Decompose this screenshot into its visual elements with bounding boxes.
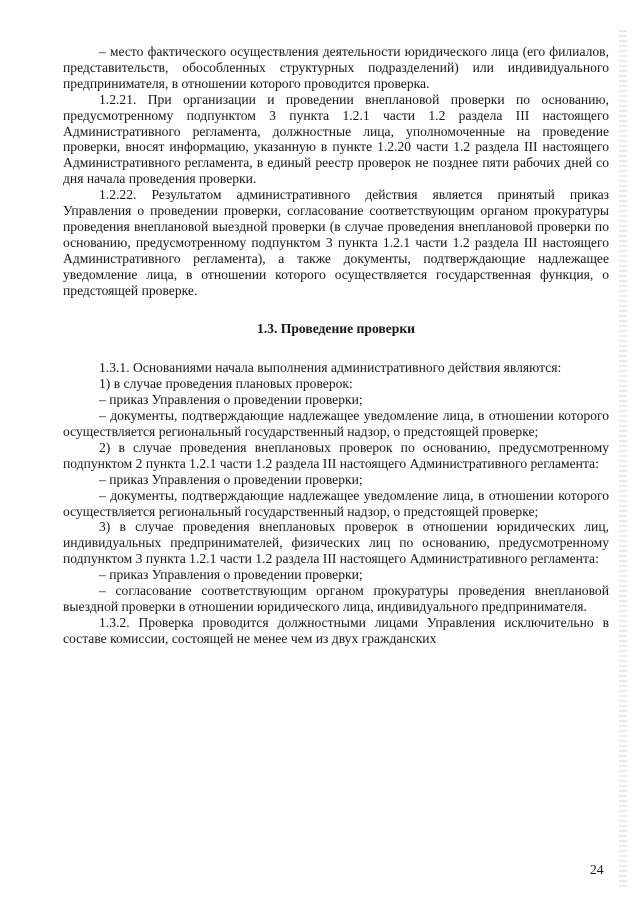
list-item-unscheduled-checks-basis-3: 3) в случае проведения внеплановых проверок в отношении юридических лиц, индивидуальных предпринимателей, физических лиц по основанию, предусмотренному подпунктом 3 пункта 1.2.1 части 1.2 раздела III настоящего Административного регламента: [63, 519, 609, 567]
paragraph-1-3-1: 1.3.1. Основаниями начала выполнения административного действия являются: [99, 360, 562, 376]
list-item-order: – приказ Управления о проведении проверки; [99, 392, 363, 408]
list-item-order-3: – приказ Управления о проведении проверки; [99, 567, 363, 583]
paragraph-1-2-22: 1.2.22. Результатом административного действия является принятый приказ Управления о проведении проверки, согласование соответствующим органом прокуратуры проведения внеплановой выездной проверки (в случае проведения внеплановой проверки по основанию, предусмотренному подпунктом 3 пункта 1.2.1 части 1.2 раздела III настоящего Административного регламента), а также документы, подтверждающие надлежащее уведомление лица, в отношении которого осуществляется государственная функция, о предстоящей проверке. [63, 187, 609, 298]
document-body [63, 44, 609, 647]
section-heading: 1.3. Проведение проверки [256, 320, 416, 336]
page-number: 24 [590, 862, 604, 877]
paragraph-place-of-activity: – место фактического осуществления деятельности юридического лица (его филиалов, представительств, обособленных структурных подразделений) или индивидуального предпринимателя, в отношении которого проводится проверка. [63, 44, 609, 91]
paragraph-1-3-2: 1.3.2. Проверка проводится должностными лицами Управления исключительно в составе комиссии, состоящей не менее чем из двух гражданских [63, 614, 609, 646]
list-item-notification-documents: – документы, подтверждающие надлежащее уведомление лица, в отношении которого осуществляется региональный государственный надзор, о предстоящей проверке; [63, 408, 609, 440]
list-item-prosecutor-approval: – согласование соответствующим органом прокуратуры проведения внеплановой выездной проверки в отношении юридического лица, индивидуального предпринимателя. [63, 583, 609, 614]
list-item-notification-documents-2: – документы, подтверждающие надлежащее уведомление лица, в отношении которого осуществляется региональный государственный надзор, о предстоящей проверке; [63, 487, 609, 519]
scan-margin-strip [619, 30, 627, 890]
paragraph-1-2-21: 1.2.21. При организации и проведении внеплановой проверки по основанию, предусмотренному подпунктом 3 пункта 1.2.1 части 1.2 раздела III настоящего Административного регламента, должностные лица, уполномоченные на проведение проверки, вносят информацию, указанную в пункте 1.2.20 части 1.2 раздела III настоящего Административного регламента, в единый реестр проверок не позднее пяти рабочих дней со дня начала проведения проверки. [63, 91, 609, 187]
list-item-planned-checks: 1) в случае проведения плановых проверок: [99, 376, 353, 392]
list-item-order-2: – приказ Управления о проведении проверки; [99, 471, 363, 487]
list-item-unscheduled-checks-basis-2: 2) в случае проведения внеплановых проверок по основанию, предусмотренному подпунктом 2 пункта 1.2.1 части 1.2 раздела III настоящего Административного регламента: [63, 439, 609, 471]
